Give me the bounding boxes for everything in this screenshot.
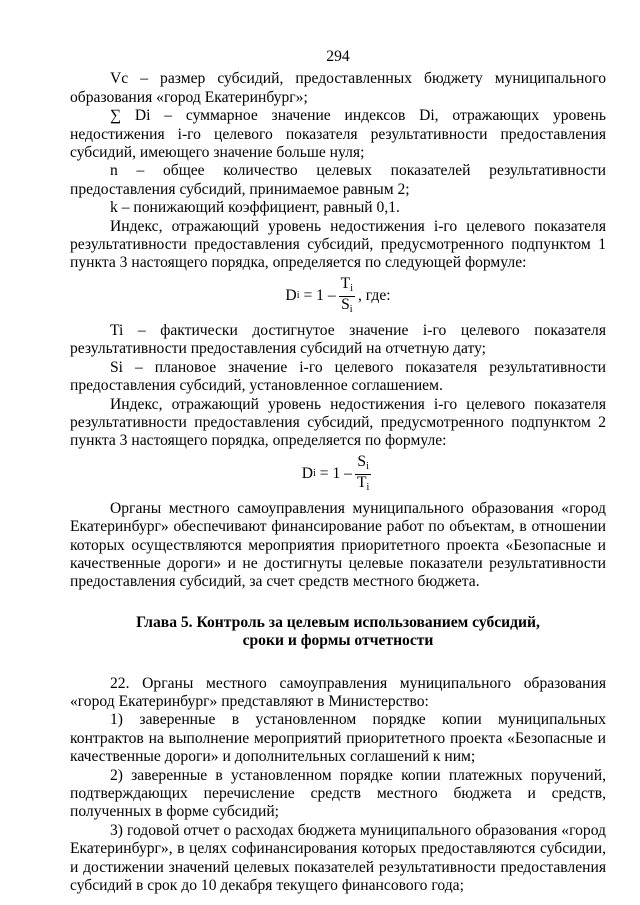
paragraph-index-1: Индекс, отражающий уровень недостижения i-го целевого показателя результативности предоставления субсидий, предусмотренного подпунктом 1 пункта 3 настоящего порядка, определяется по следующей формуле: [70,217,606,272]
formula-2-eq: = 1 – [319,465,352,483]
formula-2-num: S [357,452,367,470]
document-page [70,48,606,895]
paragraph-n: n – общее количество целевых показателей результативности предоставления субсидий, принимаемое равным 2; [70,162,606,198]
chapter-heading [70,614,606,651]
formula-1-tail: , где: [357,287,391,305]
paragraph-vc: Vc – размер субсидий, предоставленных бюджету муниципального образования «город Екатеринбург»; [70,70,606,106]
list-item-2: 2) заверенные в установленном порядке копии платежных поручений, подтверждающих перечисление средств местного бюджета и средств, полученных в форме субсидий; [70,766,606,821]
paragraph-financing: Органы местного самоуправления муниципального образования «город Екатеринбург» обеспечивают финансирование работ по объектам, в отношении которых осуществляются мероприятия приоритетного проекта «Безопасные и качественные дороги» и не достигнуты целевые показатели результативности предоставления субсидий, за счет средств местного бюджета. [70,499,606,591]
list-item-1: 1) заверенные в установленном порядке копии муниципальных контрактов на выполнение мероприятий приоритетного проекта «Безопасные и качественные дороги» и дополнительных соглашений к ним; [70,711,606,766]
chapter-heading-line-2: сроки и формы отчетности [242,632,434,650]
formula-1-den: S [341,295,350,313]
formula-2-lhs-sub: i [312,468,316,480]
paragraph-index-2: Индекс, отражающий уровень недостижения i-го целевого показателя результативности предоставления субсидий, предусмотренного подпунктом 2 пункта 3 настоящего порядка, определяется по формуле: [70,395,606,450]
paragraph-ti: Ti – фактически достигнутое значение i-го целевого показателя результативности предоставления субсидий на отчетную дату; [70,321,606,358]
formula-2-fraction [355,454,371,495]
formula-1-num: T [340,274,351,292]
formula-1-lhs: D [285,287,297,305]
paragraph-k: k – понижающий коэффициент, равный 0,1. [110,199,400,217]
formula-1-lhs-sub: i [296,290,300,302]
formula-2-num-sub: i [366,460,369,472]
formula-1-den-sub: i [349,303,353,315]
paragraph-sum-di: ∑ Di – суммарное значение индексов Di, отражающих уровень недостижения i-го целевого показателя результативности предоставления субсидий, имеющего значение больше нуля; [70,107,606,162]
formula-1-eq: = 1 – [303,287,336,305]
chapter-heading-line-1: Глава 5. Контроль за целевым использованием субсидий, [136,613,540,631]
formula-1 [70,276,606,317]
paragraph-22: 22. Органы местного самоуправления муниципального образования «город Екатеринбург» представляют в Министерство: [70,674,606,710]
paragraph-si: Si – плановое значение i-го целевого показателя результативности предоставления субсидий, установленное соглашением. [70,358,606,395]
formula-1-fraction [339,276,355,317]
list-item-3: 3) годовой отчет о расходах бюджета муниципального образования «город Екатеринбург», в целях софинансирования которых предоставляются субсидии, и достижении значений целевых показателей результативности предоставления субсидий в срок до 10 декабря текущего финансового года; [70,821,606,895]
formula-2-lhs: D [301,465,313,483]
formula-2 [70,454,606,495]
page-number: 294 [326,48,350,65]
formula-1-num-sub: i [350,282,353,294]
formula-2-den-sub: i [366,481,370,493]
formula-2-den: T [356,473,367,491]
